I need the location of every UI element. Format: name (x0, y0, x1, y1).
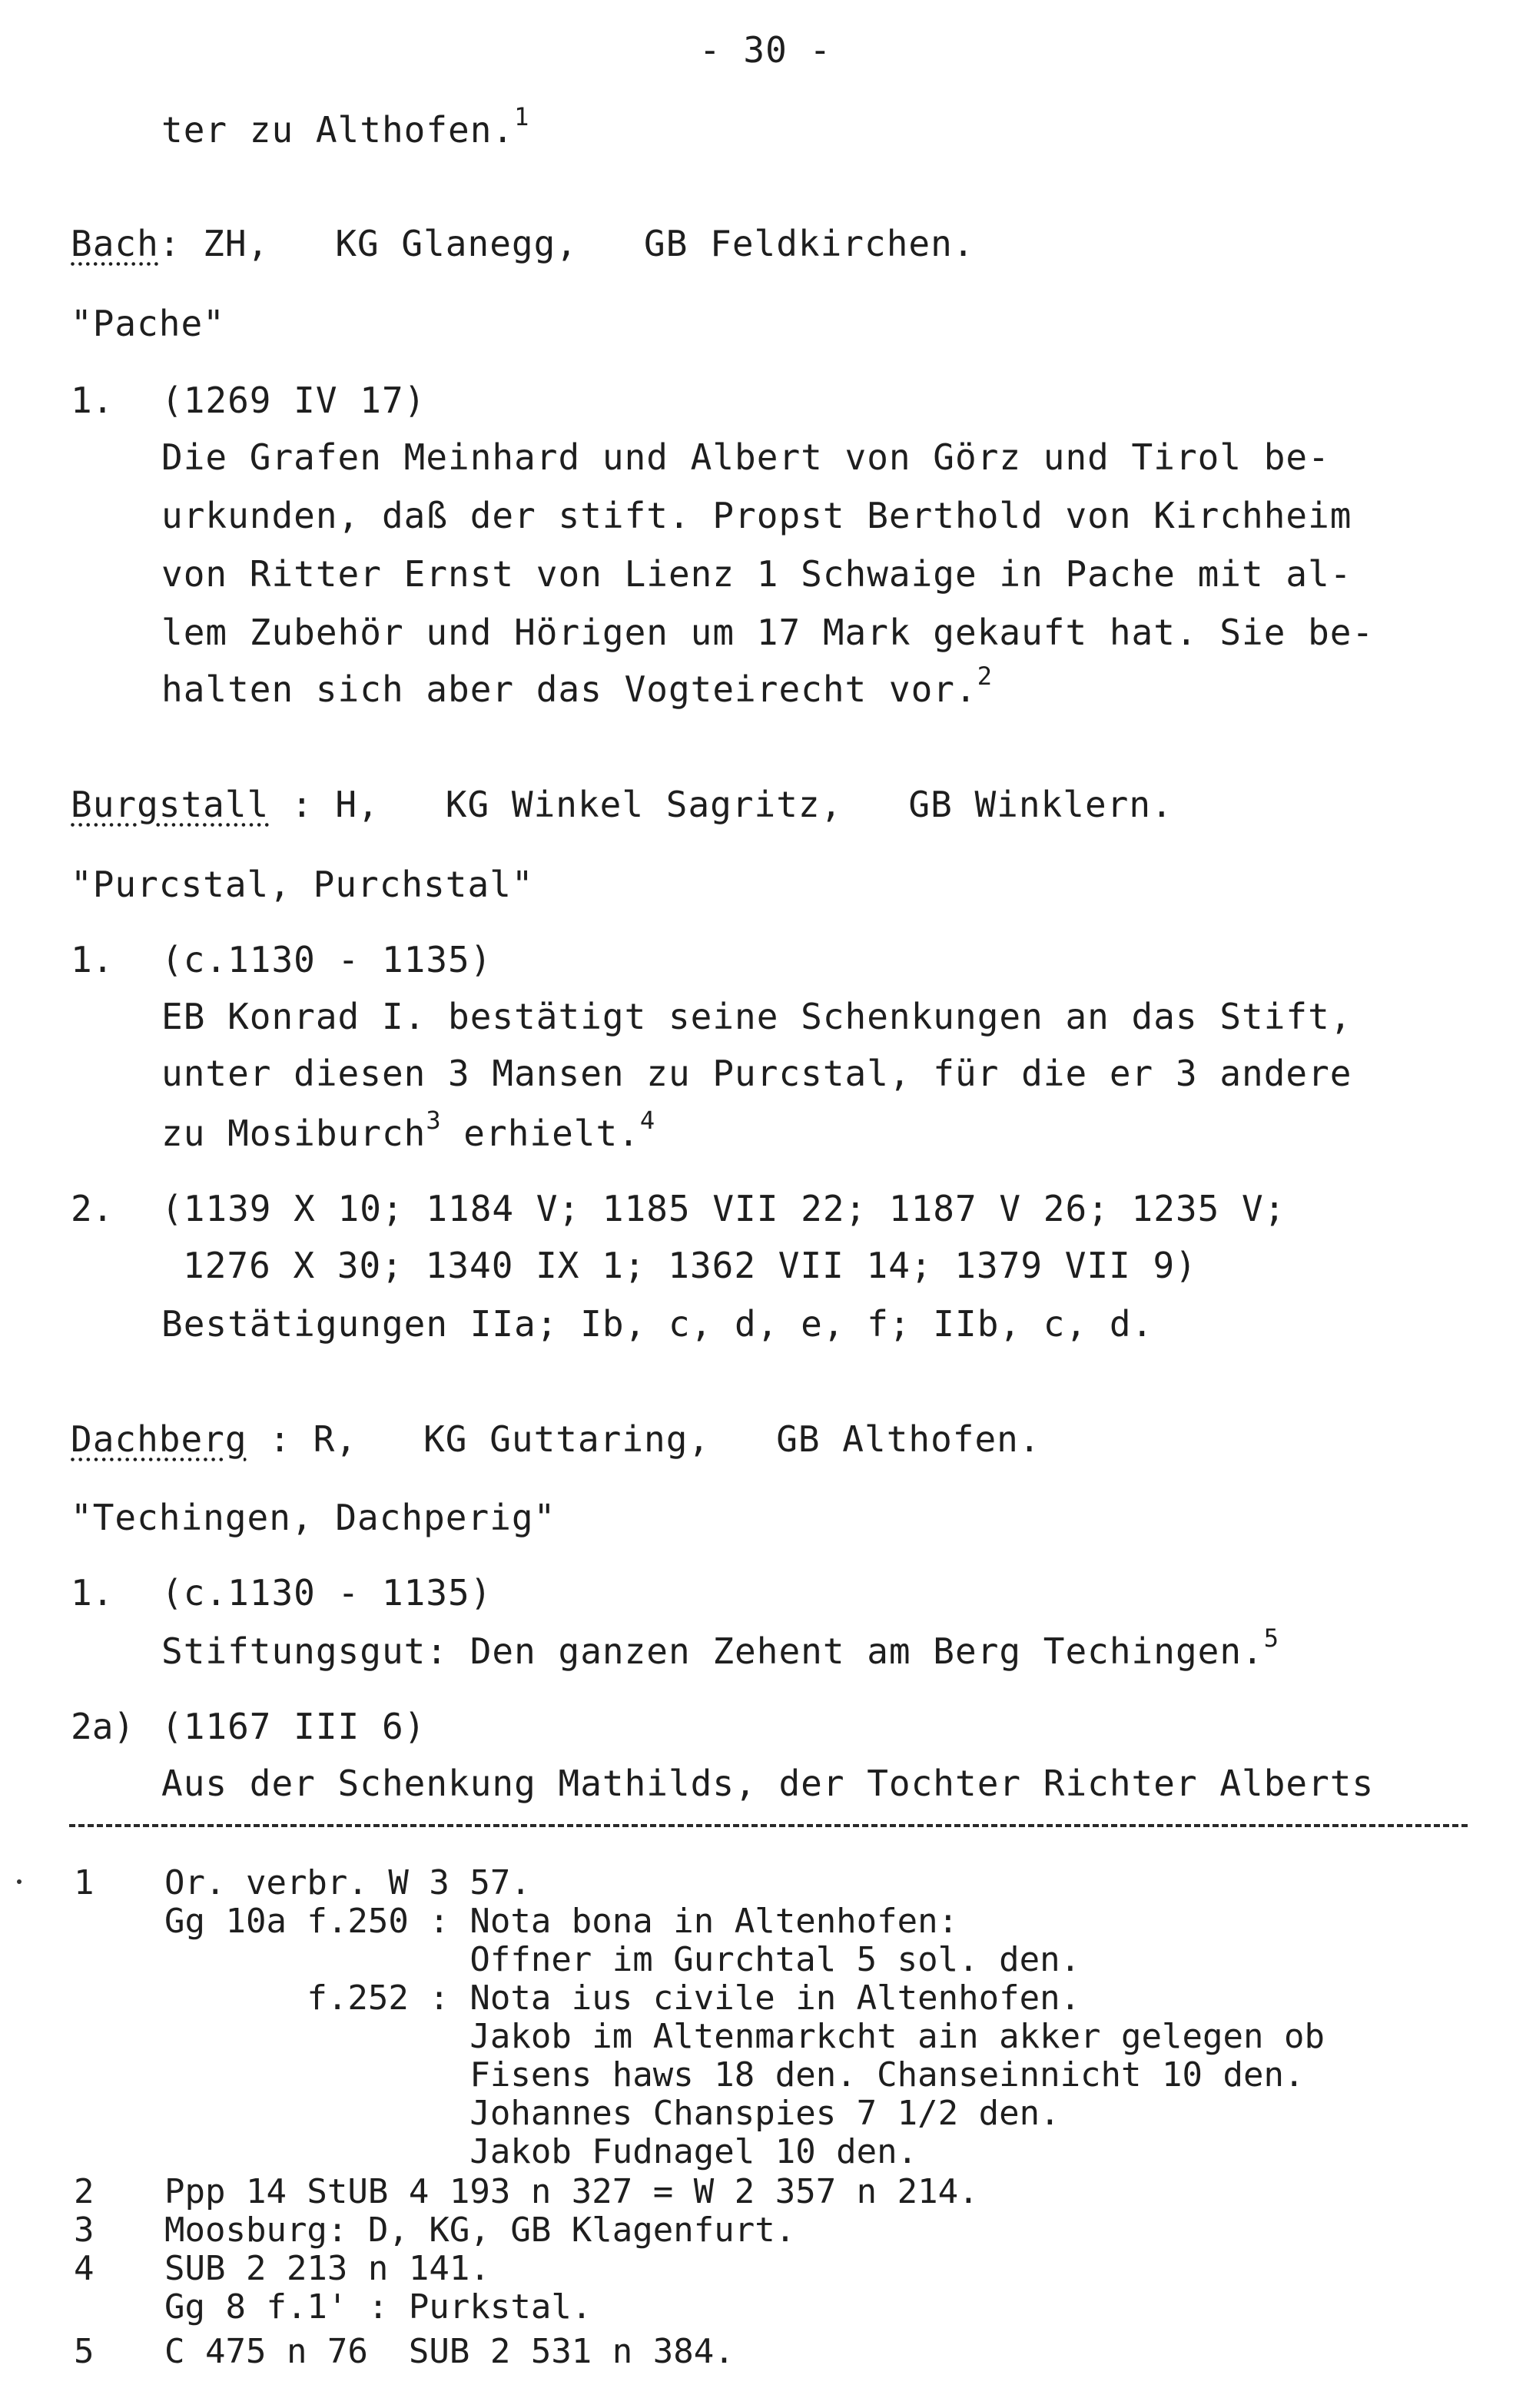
item-number: 1. (71, 1572, 114, 1614)
footnote-number: 2 (74, 2172, 95, 2211)
footnote-line: Ppp 14 StUB 4 193 n 327 = W 2 357 n 214. (164, 2172, 979, 2211)
place-name: Dachberg (71, 1418, 247, 1460)
item-date: (c.1130 - 1135) (161, 1572, 493, 1614)
footnote-line: f.252 : Nota ius civile in Altenhofen. (164, 1978, 1081, 2018)
item-number: 1. (71, 939, 114, 980)
item-text-line: Stiftungsgut: Den ganzen Zehent am Berg Techingen.$^5$ (161, 1624, 1279, 1672)
item-number: 2a) (71, 1706, 135, 1747)
place-name: Burgstall (71, 784, 270, 825)
footnote-separator (69, 1824, 1468, 1827)
footnote-line: Jakob im Altenmarkcht ain akker gelegen ob (164, 2017, 1325, 2056)
footnote-ref: 4 (639, 1106, 656, 1135)
item-text-line: Aus der Schenkung Mathilds, der Tochter Richter Alberts (161, 1763, 1375, 1804)
footnote-line: C 475 n 76 SUB 2 531 n 384. (164, 2332, 735, 2371)
footnote-number: 3 (74, 2211, 95, 2250)
footnote-ref: 1 (514, 102, 530, 131)
item-text-line: EB Konrad I. bestätigt seine Schenkungen an das Stift, (161, 996, 1352, 1037)
continuation-line: ter zu Althofen.$^1$ (161, 102, 530, 151)
footnote-line: Johannes Chanspies 7 1/2 den. (164, 2094, 1060, 2133)
item-text-line: zu Mosiburch$^3$ erhielt.$^4$ (161, 1106, 656, 1154)
footnote-line: SUB 2 213 n 141. (164, 2249, 490, 2288)
entry-heading: Burgstall : H, KG Winkel Sagritz, GB Winklern. (71, 784, 1173, 825)
item-text-line: urkunden, daß der stift. Propst Berthold von Kirchheim (161, 495, 1352, 536)
footnote-line: Moosburg: D, KG, GB Klagenfurt. (164, 2211, 796, 2250)
item-date: (1139 X 10; 1184 V; 1185 VII 22; 1187 V 26; 1235 V; (161, 1188, 1286, 1229)
item-number: 1. (71, 380, 114, 421)
margin-speck (17, 1879, 22, 1884)
footnote-ref: 5 (1263, 1624, 1279, 1653)
footnote-line: Or. verbr. W 3 57. (164, 1863, 531, 1902)
old-name: "Purcstal, Purchstal" (71, 864, 534, 905)
item-text-line: Bestätigungen IIa; Ib, c, d, e, f; IIb, c, d. (161, 1303, 1154, 1345)
item-text-line: halten sich aber das Vogteirecht vor.$^2$ (161, 662, 993, 710)
item-text-line: unter diesen 3 Mansen zu Purcstal, für die er 3 andere (161, 1053, 1352, 1094)
footnote-number: 4 (74, 2249, 95, 2288)
footnote-number: 1 (74, 1863, 95, 1902)
item-text-line: von Ritter Ernst von Lienz 1 Schwaige in Pache mit al- (161, 553, 1352, 595)
item-date: (c.1130 - 1135) (161, 939, 493, 980)
entry-heading: Bach: ZH, KG Glanegg, GB Feldkirchen. (71, 223, 975, 264)
item-date: (1269 IV 17) (161, 380, 426, 421)
item-date-continued: 1276 X 30; 1340 IX 1; 1362 VII 14; 1379 VII 9) (183, 1245, 1197, 1286)
footnote-ref: 3 (426, 1106, 442, 1135)
footnote-line: Offner im Gurchtal 5 sol. den. (164, 1940, 1081, 1979)
footnote-line: Gg 8 f.1' : Purkstal. (164, 2287, 592, 2327)
old-name: "Pache" (71, 303, 225, 344)
page-number: - 30 - (699, 29, 832, 71)
item-number: 2. (71, 1188, 114, 1229)
item-date: (1167 III 6) (161, 1706, 426, 1747)
old-name: "Techingen, Dachperig" (71, 1497, 556, 1538)
footnote-line: Jakob Fudnagel 10 den. (164, 2132, 918, 2171)
footnote-line: Fisens haws 18 den. Chanseinnicht 10 den. (164, 2055, 1305, 2095)
item-text-line: Die Grafen Meinhard und Albert von Görz und Tirol be- (161, 436, 1330, 478)
entry-heading: Dachberg : R, KG Guttaring, GB Althofen. (71, 1418, 1041, 1460)
footnote-ref: 2 (977, 662, 993, 691)
item-text-line: lem Zubehör und Hörigen um 17 Mark gekauft hat. Sie be- (161, 612, 1375, 653)
footnote-line: Gg 10a f.250 : Nota bona in Altenhofen: (164, 1902, 959, 1941)
place-name: Bach (71, 223, 159, 264)
footnote-number: 5 (74, 2332, 95, 2371)
